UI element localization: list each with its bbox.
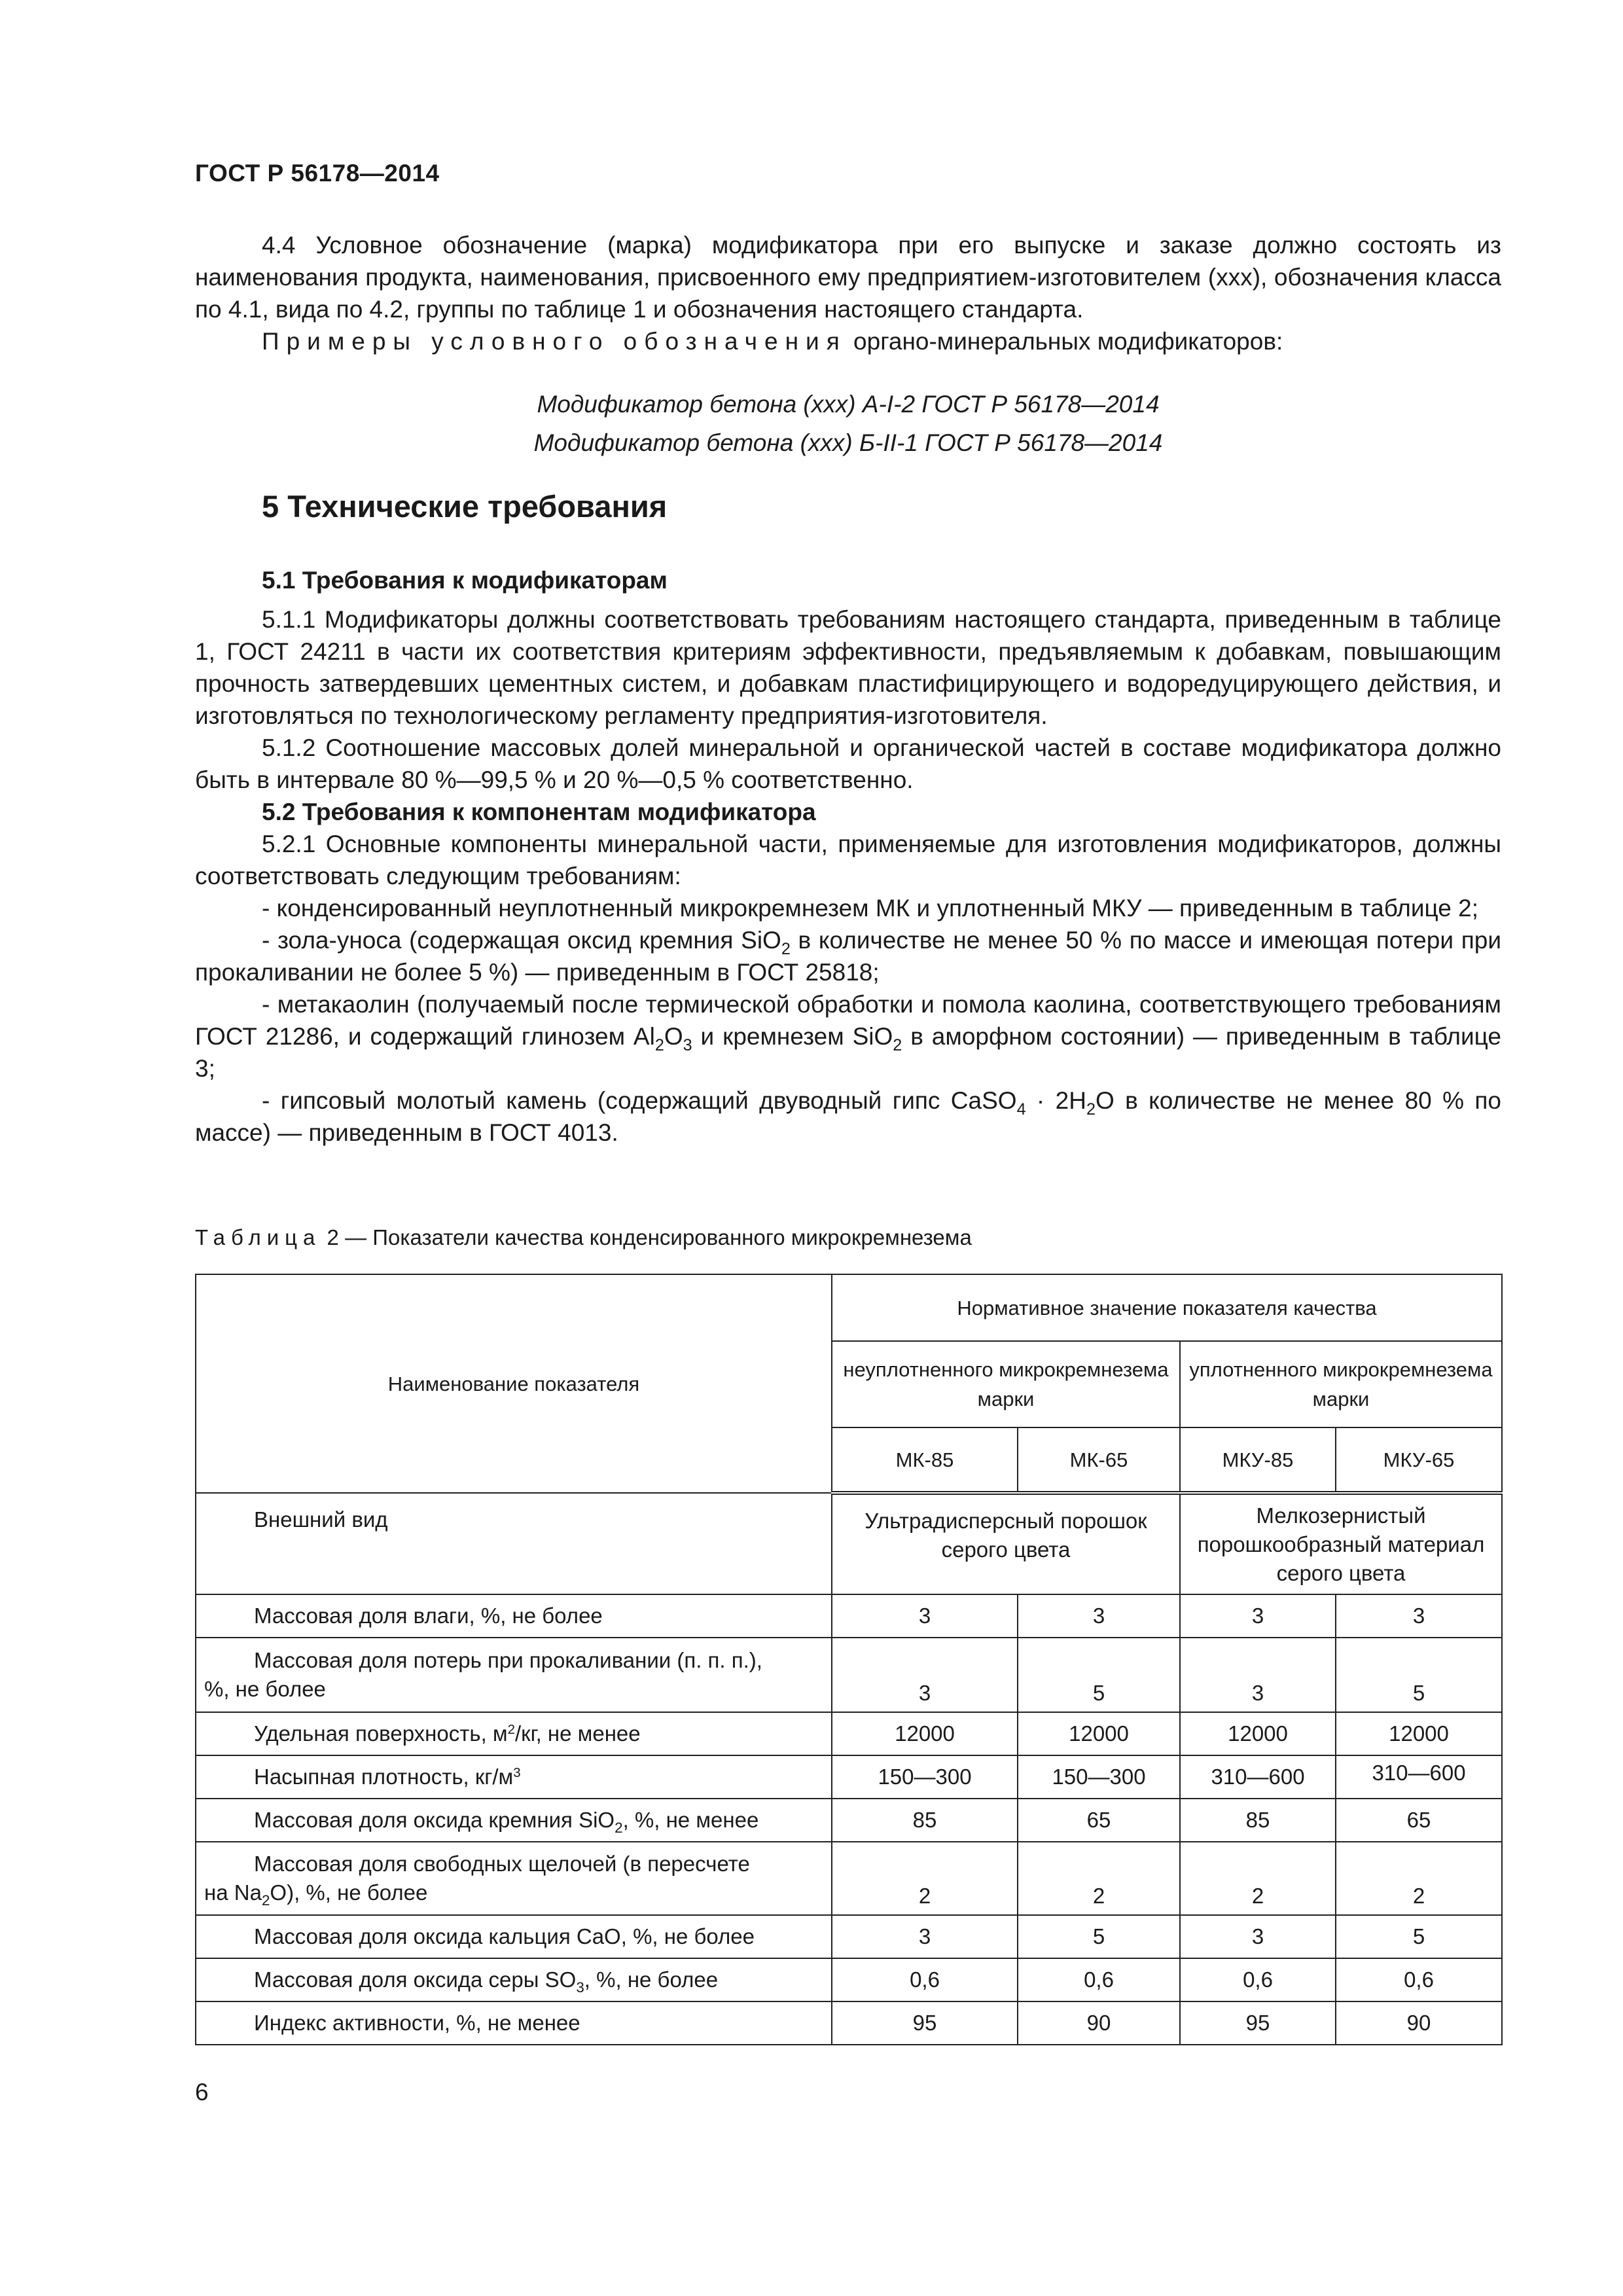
table-cell: 2 [1336,1842,1502,1915]
table-cell: 85 [832,1799,1018,1842]
table-row-label: Массовая доля свободных щелочей (в пересчете на $Na_2O$), %, не более [196,1842,832,1915]
table-cell: 0,6 [1180,1958,1336,2001]
table-cell: 3 [1180,1915,1336,1958]
example-1: Модификатор бетона (ххх) А-I-2 ГОСТ Р 56178—2014 [537,391,1160,418]
table-cell: 12000 [1336,1712,1502,1755]
table-row-label: Удельная поверхность, $м^2/кг$, не менее [196,1712,832,1755]
quality-table [195,1274,1503,2045]
paragraph-5-1-1: 5.1.1 Модификаторы должны соответствовать требованиям настоящего стандарта, приведенным в таблице 1, ГОСТ 24211 в части их соответствия критериям эффективности, предъявляемым к добавкам, повышающим прочность затвердевших цементных систем, и добавкам пластифицирующего и водоредуцирующего действия, и изготовляться по технологическому регламенту предприятия-изготовителя. [195,606,1501,729]
header-group-uncompacted: неуплотненного микрокремнезема марки [832,1341,1180,1427]
table-cell: 95 [1180,2001,1336,2045]
table-cell: 310—600 [1336,1755,1502,1799]
table-cell: 90 [1018,2001,1180,2045]
paragraph-5-2-1: 5.2.1 Основные компоненты минеральной части, применяемые для изготовления модификаторов, должны соответствовать следующим требованиям: [195,831,1501,889]
table-cell: 0,6 [1018,1958,1180,2001]
table-cell: 3 [1018,1594,1180,1638]
table-row-label: Внешний вид [196,1493,832,1594]
table-cell: 12000 [1180,1712,1336,1755]
table-row-label: Массовая доля оксида кальция CaO, %, не более [196,1915,832,1958]
table-row-label: Индекс активности, %, не менее [196,2001,832,2045]
table-cell: 5 [1336,1915,1502,1958]
table-cell: 85 [1180,1799,1336,1842]
table-cell: 3 [832,1594,1018,1638]
table-cell: 3 [1336,1594,1502,1638]
section-5-body [195,603,1501,1149]
table-cell: 150—300 [1018,1755,1180,1799]
table-cell: 5 [1018,1915,1180,1958]
table-row-label: Массовая доля оксида серы $SO_3$, %, не более [196,1958,832,2001]
designation-examples [195,385,1501,462]
table-caption [195,1225,972,1250]
table-cell: 95 [832,2001,1018,2045]
paragraph-4-4: 4.4 Условное обозначение (марка) модификатора при его выпуске и заказе должно состоять из наименования продукта, наименования, присвоенного ему предприятием-изготовителем (ххх), обозначения класса по 4.1, вида по 4.2, группы по таблице 1 и обозначения настоящего стандарта. [195,232,1501,323]
paragraph-5-1-2: 5.1.2 Соотношение массовых долей минеральной и органической частей в составе модификатора должно быть в интервале 80 %—99,5 % и 20 %—0,5 % соответственно. [195,734,1501,793]
bullet-microsilica: - конденсированный неуплотненный микрокремнезем МК и уплотненный МКУ — приведенным в таблице 2; [262,895,1478,922]
table-cell: 65 [1336,1799,1502,1842]
table-row-label: Массовая доля влаги, %, не более [196,1594,832,1638]
example-2: Модификатор бетона (ххх) Б-II-1 ГОСТ Р 56178—2014 [533,429,1163,456]
table-cell: 3 [832,1638,1018,1712]
grade-mk65: МК-65 [1018,1427,1180,1493]
table-caption-text: 2 — Показатели качества конденсированного микрокремнезема [321,1225,972,1249]
table-cell: 12000 [1018,1712,1180,1755]
appearance-mku: Мелкозернистый порошкообразный материал серого цвета [1180,1493,1502,1594]
appearance-mk: Ультрадисперсный порошок серого цвета [832,1493,1180,1594]
table-cell: 0,6 [832,1958,1018,2001]
table-cell: 90 [1336,2001,1502,2045]
section-5-title: 5 Технические требования [262,489,668,524]
table-cell: 150—300 [832,1755,1018,1799]
header-group-compacted: уплотненного микрокремнезема марки [1180,1341,1502,1427]
grade-mku65: МКУ-65 [1336,1427,1502,1493]
bullet-metakaolin: - метакаолин (получаемый после термической обработки и помола каолина, соответствующего требованиям ГОСТ 21286, и содержащий глинозем $Al_2O_3$ и кремнезем SiO$_2$ в аморфном состоянии) — приведенным в таблице 3; [195,991,1501,1082]
table-cell: 3 [1180,1638,1336,1712]
page-number: 6 [195,2079,209,2106]
document-header: ГОСТ Р 56178—2014 [195,160,440,187]
header-name-column: Наименование показателя [196,1274,832,1493]
table-cell: 3 [1180,1594,1336,1638]
table-cell: 5 [1018,1638,1180,1712]
section-5-2-title: 5.2 Требования к компонентам модификатора [262,798,816,825]
table-cell: 5 [1336,1638,1502,1712]
table-cell: 65 [1018,1799,1180,1842]
examples-intro-spaced: Примеры условного обозначения [262,328,847,355]
section-5-1-title: 5.1 Требования к модификаторам [262,567,668,594]
examples-intro [195,325,1501,357]
bullet-fly-ash: - зола-уноса (содержащая оксид кремния SiO$_2$ в количестве не менее 50 % по массе и имеющая потери при прокаливании не более 5 %) — приведенным в ГОСТ 25818; [195,927,1501,986]
table-cell: 2 [1018,1842,1180,1915]
table-cell: 0,6 [1336,1958,1502,2001]
grade-mk85: МК-85 [832,1427,1018,1493]
table-cell: 310—600 [1180,1755,1336,1799]
table-caption-label: Таблица [195,1225,321,1249]
table-cell: 3 [832,1915,1018,1958]
table-row-label: Массовая доля потерь при прокаливании (п. п. п.), %, не более [196,1638,832,1712]
bullet-gypsum: - гипсовый молотый камень (содержащий двуводный гипс CaSO$_4$ · $2H_2O$ в количестве не менее 80 % по массе) — приведенным в ГОСТ 4013. [195,1087,1502,1146]
table-row-label: Массовая доля оксида кремния SiO$_2$, %, не менее [196,1799,832,1842]
clause-4-4 [195,229,1501,357]
header-normative: Нормативное значение показателя качества [832,1274,1502,1341]
table-cell: 12000 [832,1712,1018,1755]
table-cell: 2 [832,1842,1018,1915]
examples-intro-rest: органо-минеральных модификаторов: [846,328,1283,355]
table-row-label: Насыпная плотность, $кг/м^3$ [196,1755,832,1799]
table-cell: 2 [1180,1842,1336,1915]
grade-mku85: МКУ-85 [1180,1427,1336,1493]
